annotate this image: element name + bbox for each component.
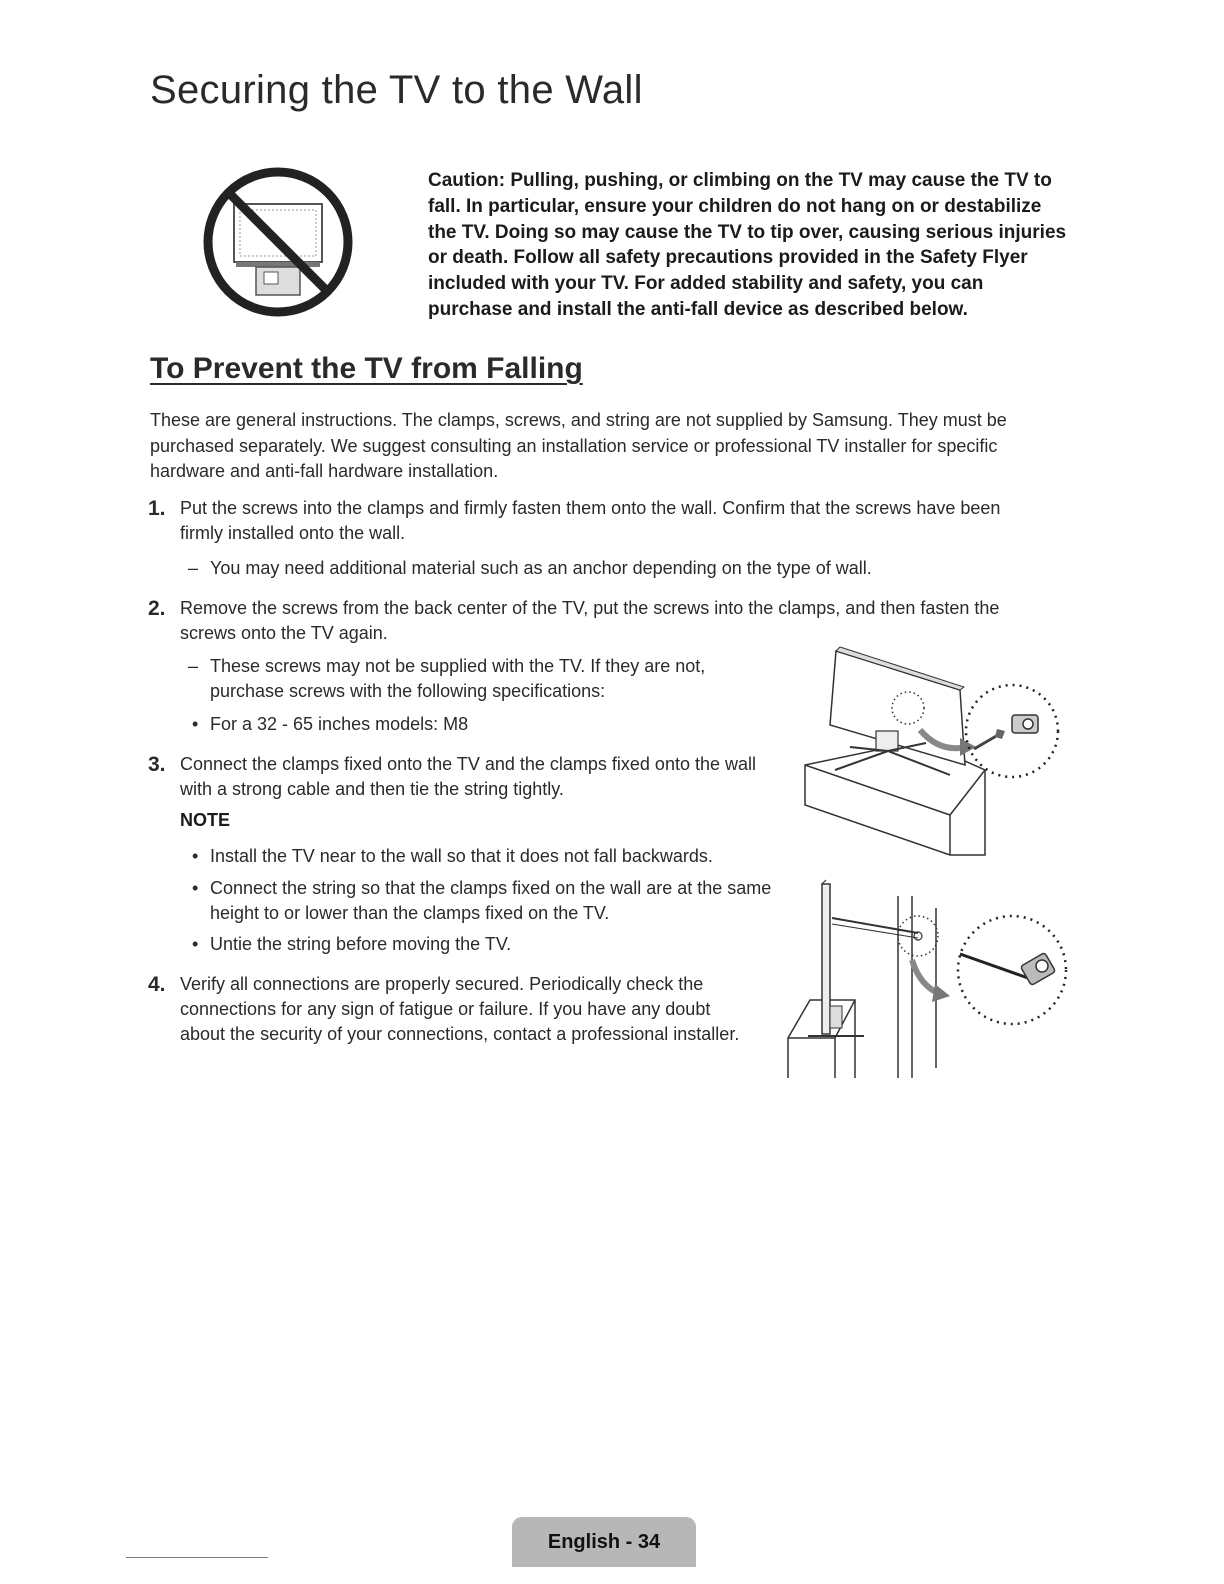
dash-marker: – xyxy=(188,656,199,676)
bullet-marker: • xyxy=(192,934,199,954)
sub-text: Untie the string before moving the TV. xyxy=(210,934,512,954)
tv-string-wall-illustration xyxy=(780,878,1072,1080)
step-1-sub-1 xyxy=(188,556,1048,581)
bullet-marker: • xyxy=(192,846,199,866)
sub-text: These screws may not be supplied with the TV. If they are not, purchase screws with the following specifications: xyxy=(210,656,706,701)
step-number: 2. xyxy=(148,597,166,620)
sub-text: Install the TV near to the wall so that it does not fall backwards. xyxy=(210,846,713,866)
step-number: 4. xyxy=(148,973,166,996)
step-text: Verify all connections are properly secured. Periodically check the connections for any sign of fatigue or failure. If you have any doubt about the security of your connections, contact a professional installer. xyxy=(180,974,740,1044)
page-title: Securing the TV to the Wall xyxy=(150,68,643,112)
step-3-note-1 xyxy=(192,844,772,869)
step-text: Put the screws into the clamps and firmly fasten them onto the wall. Confirm that the screws have been firmly installed onto the wall. xyxy=(180,498,1001,543)
step-2-sub-1 xyxy=(188,654,748,704)
intro-paragraph: These are general instructions. The clamps, screws, and string are not supplied by Samsung. They must be purchased separately. We suggest consulting an installation service or professional TV installer for specific hardware and anti-fall hardware installation. xyxy=(150,410,1007,481)
step-2-sub-2 xyxy=(192,712,752,737)
dash-marker: – xyxy=(188,558,199,578)
step-3 xyxy=(148,752,768,802)
page-number-badge: English - 34 xyxy=(512,1517,696,1567)
bullet-marker: • xyxy=(192,714,199,734)
section-title: To Prevent the TV from Falling xyxy=(150,352,583,385)
sub-text: For a 32 - 65 inches models: M8 xyxy=(210,714,469,734)
step-number: 1. xyxy=(148,497,166,520)
sub-text: You may need additional material such as an anchor depending on the type of wall. xyxy=(210,558,872,578)
footer-rule xyxy=(126,1557,268,1558)
step-3-note-3 xyxy=(192,932,772,957)
bullet-marker: • xyxy=(192,878,199,898)
note-label: NOTE xyxy=(180,810,231,830)
tv-clamp-rear-illustration xyxy=(800,645,1062,860)
no-climbing-tv-icon xyxy=(198,166,358,318)
step-text: Connect the clamps fixed onto the TV and the clamps fixed onto the wall with a strong cable and then tie the string tightly. xyxy=(180,754,756,799)
sub-text: Connect the string so that the clamps fixed on the wall are at the same height to or lower than the clamps fixed on the TV. xyxy=(210,878,772,923)
caution-text: Caution: Pulling, pushing, or climbing on the TV may cause the TV to fall. In particular, ensure your children do not hang on or destabilize the TV. Doing so may cause the TV to tip over, causing serious injuries or death. Follow all safety precautions provided in the Safety Flyer included with your TV. For added stability and safety, you can purchase and install the anti-fall device as described below. xyxy=(428,170,1067,320)
step-4 xyxy=(148,972,748,1047)
step-number: 3. xyxy=(148,753,166,776)
step-1 xyxy=(148,496,1048,546)
step-3-note-2 xyxy=(192,876,772,926)
step-2 xyxy=(148,596,1048,646)
step-text: Remove the screws from the back center of the TV, put the screws into the clamps, and then fasten the screws onto the TV again. xyxy=(180,598,1000,643)
